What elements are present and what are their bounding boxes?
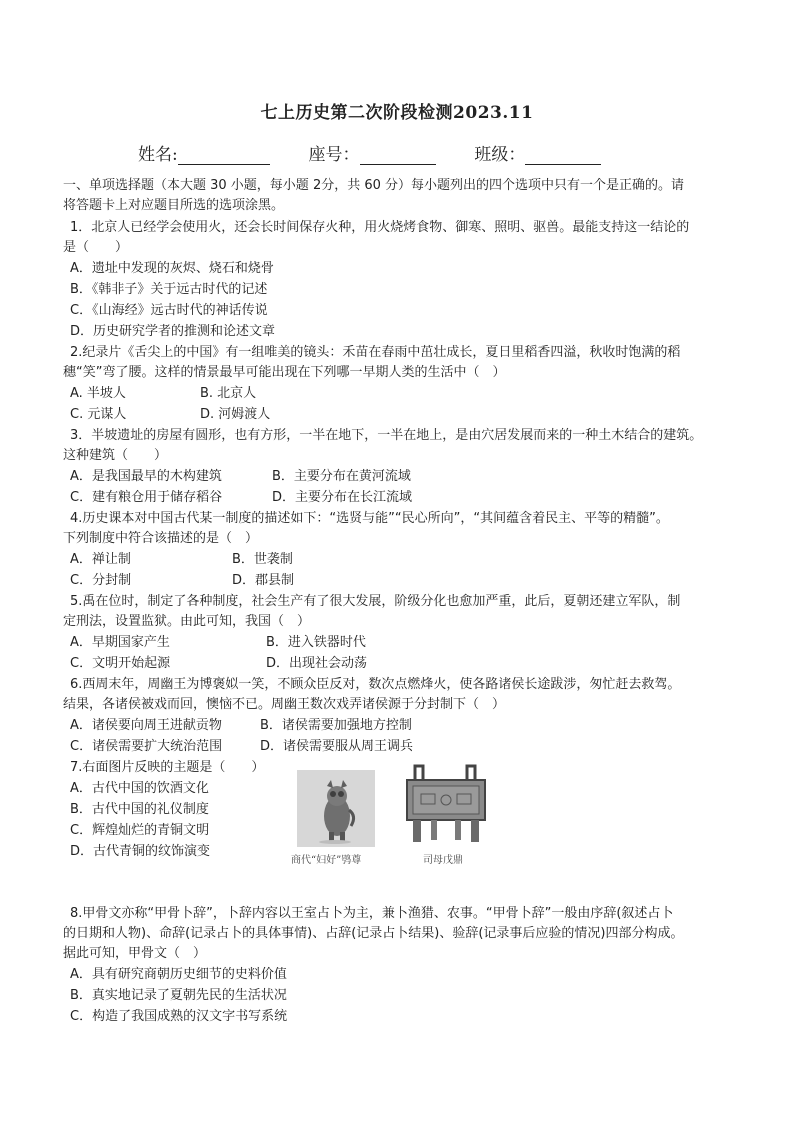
- owl-zun-photo: [297, 770, 375, 847]
- question-4-stem-cont: 下列制度中符合该描述的是（ ）: [63, 531, 259, 546]
- seat-label: 座号：: [308, 145, 360, 165]
- question-3-option-c: C．建有粮仓用于储存稻谷: [70, 490, 223, 505]
- owl-zun-caption: 商代“妇好”鸮尊: [291, 855, 362, 866]
- question-1-option-d: D．历史研究学者的推测和论述文章: [70, 324, 276, 339]
- question-7-option-d: D．古代青铜的纹饰演变: [70, 844, 211, 859]
- question-1-stem-cont: 是（ ）: [63, 240, 129, 255]
- question-3-option-b: B．主要分布在黄河流域: [272, 469, 411, 484]
- question-2-option-a: A. 半坡人: [70, 386, 126, 401]
- question-4-option-d: D．郡县制: [232, 573, 295, 588]
- question-7-stem: 7.右面图片反映的主题是（ ）: [70, 760, 265, 775]
- section-instructions-line-2: 将答题卡上对应题目所选的选项涂黑。: [63, 198, 285, 213]
- question-7-option-b: B．古代中国的礼仪制度: [70, 802, 209, 817]
- question-8-option-a: A．具有研究商朝历史细节的史料价值: [70, 967, 287, 982]
- ding-caption: 司母戊鼎: [423, 855, 463, 866]
- question-5-stem-cont: 定刑法，设置监狱。由此可知，我国（ ）: [63, 614, 311, 629]
- owl-zun-icon: [297, 770, 375, 847]
- question-3-option-a: A．是我国最早的木构建筑: [70, 469, 222, 484]
- question-5-option-d: D．出现社会动荡: [266, 656, 368, 671]
- question-4-option-a: A．禅让制: [70, 552, 131, 567]
- question-6-option-a: A．诸侯要向周王进献贡物: [70, 718, 222, 733]
- ding-vessel-icon: [401, 764, 491, 846]
- question-6-stem: 6.西周末年，周幽王为博褒姒一笑，不顾众臣反对，数次点燃烽火，使各路诸侯长途跋涉，匆忙赶去救驾。: [70, 677, 681, 692]
- seat-blank: [360, 146, 436, 165]
- question-6-option-b: B．诸侯需要加强地方控制: [260, 718, 412, 733]
- question-5-option-b: B．进入铁器时代: [266, 635, 366, 650]
- question-2-option-d: D. 河姆渡人: [200, 407, 271, 422]
- question-2-option-c: C. 元谋人: [70, 407, 127, 422]
- class-blank: [525, 146, 601, 165]
- question-6-option-d: D．诸侯需要服从周王调兵: [260, 739, 414, 754]
- question-6-stem-cont: 结果，各诸侯被戏而回，懊恼不已。周幽王数次戏弄诸侯源于分封制下（ ）: [63, 697, 506, 712]
- question-3-stem-cont: 这种建筑（ ）: [63, 448, 168, 463]
- name-label: 姓名:: [138, 145, 178, 165]
- question-8-option-b: B．真实地记录了夏朝先民的生活状况: [70, 988, 287, 1003]
- question-8-stem-cont-2: 据此可知，甲骨文（ ）: [63, 946, 207, 961]
- question-7-option-a: A．古代中国的饮酒文化: [70, 781, 209, 796]
- question-8-stem: 8.甲骨文亦称“甲骨卜辞”，卜辞内容以王室占卜为主，兼卜渔猎、农事。“甲骨卜辞”一般由序辞(叙述占卜: [70, 906, 674, 921]
- question-5-option-c: C．文明开始起源: [70, 656, 171, 671]
- question-3-option-d: D．主要分布在长江流域: [272, 490, 413, 505]
- exam-title: 七上历史第二次阶段检测2023.11: [260, 103, 534, 123]
- name-blank: [178, 146, 270, 165]
- question-3-stem: 3．半坡遗址的房屋有圆形，也有方形，一半在地下，一半在地上，是由穴居发展而来的一种土木结合的建筑。: [70, 428, 703, 443]
- question-2-stem: 2.纪录片《舌尖上的中国》有一组唯美的镜头：禾苗在春雨中茁壮成长，夏日里稻香四溢，秋收时饱满的稻: [70, 345, 681, 360]
- question-4-option-b: B．世袭制: [232, 552, 293, 567]
- question-8-stem-cont-1: 的日期和人物)、命辞(记录占卜的具体事情)、占辞(记录占卜结果)、验辞(记录事后应验的情况)四部分构成。: [63, 926, 684, 941]
- question-5-stem: 5.禹在位时，制定了各种制度，社会生产有了很大发展，阶级分化也愈加严重，此后，夏朝还建立军队，制: [70, 594, 681, 609]
- student-info-row: [138, 140, 601, 165]
- question-4-stem: 4.历史课本对中国古代某一制度的描述如下：“选贤与能”“民心所向”，“其间蕴含着民主、平等的精髓”。: [70, 511, 669, 526]
- question-1-stem: 1．北京人已经学会使用火，还会长时间保存火种，用火烧烤食物、御寒、照明、驱兽。最能支持这一结论的: [70, 220, 690, 235]
- question-8-option-c: C．构造了我国成熟的汉文字书写系统: [70, 1009, 288, 1024]
- question-1-option-b: B．《韩非子》关于远古时代的记述: [70, 282, 268, 297]
- question-5-option-a: A．早期国家产生: [70, 635, 170, 650]
- class-label: 班级：: [474, 145, 526, 165]
- question-7-option-c: C．辉煌灿烂的青铜文明: [70, 823, 210, 838]
- question-6-option-c: C．诸侯需要扩大统治范围: [70, 739, 223, 754]
- question-1-option-a: A．遗址中发现的灰烬、烧石和烧骨: [70, 261, 274, 276]
- question-2-stem-cont: 穗“笑”弯了腰。这样的情景最早可能出现在下列哪一早期人类的生活中（ ）: [63, 365, 506, 380]
- section-instructions-line-1: 一、单项选择题（本大题 30 小题，每小题 2分，共 60 分）每小题列出的四个选项中只有一个是正确的。请: [63, 178, 685, 193]
- question-2-option-b: B. 北京人: [200, 386, 257, 401]
- question-1-option-c: C．《山海经》远古时代的神话传说: [70, 303, 268, 318]
- question-4-option-c: C．分封制: [70, 573, 132, 588]
